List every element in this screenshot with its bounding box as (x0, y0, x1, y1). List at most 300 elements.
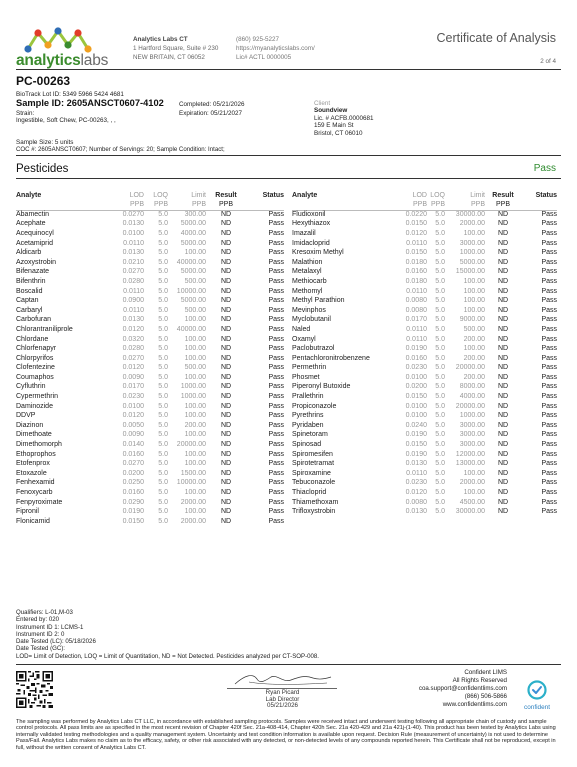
col-limit: Limit (470, 191, 485, 199)
result-value: ND (497, 373, 509, 381)
lod-value: 0.0200 (122, 469, 144, 477)
table-row (292, 508, 557, 518)
result-value: ND (220, 479, 232, 487)
loq-value: 5.0 (158, 373, 168, 381)
table-row (16, 364, 284, 374)
table-row (292, 450, 557, 460)
loq-value: 5.0 (158, 508, 168, 516)
limit-value: 20000.00 (176, 441, 206, 449)
table-row (292, 479, 557, 489)
status-value: Pass (541, 441, 557, 449)
lod-value: 0.0090 (122, 431, 144, 439)
loq-value: 5.0 (158, 325, 168, 333)
table-row (16, 412, 284, 422)
loq-value: 5.0 (158, 335, 168, 343)
lod-value: 0.0150 (405, 220, 427, 228)
result-value: ND (220, 297, 232, 305)
status-value: Pass (541, 287, 557, 295)
result-value: ND (497, 297, 509, 305)
limit-value: 2000.00 (180, 498, 206, 506)
analyte-name: Bifenthrin (16, 277, 46, 285)
col-analyte: Analyte (292, 191, 318, 199)
status-value: Pass (541, 402, 557, 410)
limit-value: 100.00 (184, 450, 206, 458)
analyte-name: Pentachloronitrobenzene (292, 354, 370, 362)
table-row (16, 316, 284, 326)
analyte-name: Spirotetramat (292, 460, 335, 468)
result-value: ND (220, 229, 232, 237)
result-value: ND (220, 373, 232, 381)
lab-website-link[interactable]: https://myanalyticslabs.com/ (236, 45, 315, 52)
status-value: Pass (541, 277, 557, 285)
footer-divider (16, 664, 561, 665)
section-status-badge: Pass (533, 163, 556, 174)
loq-value: 5.0 (158, 517, 168, 525)
table-row (16, 239, 284, 249)
table-row (16, 249, 284, 259)
limit-value: 12000.00 (455, 450, 485, 458)
loq-value: 5.0 (435, 249, 445, 257)
limit-value: 5000.00 (180, 220, 206, 228)
result-value: ND (497, 287, 509, 295)
limit-value: 500.00 (184, 364, 206, 372)
expiration-date: Expiration: 05/21/2027 (179, 110, 243, 117)
lod-value: 0.0110 (406, 239, 427, 247)
status-value: Pass (541, 460, 557, 468)
result-value: ND (220, 258, 232, 266)
limit-value: 40000.00 (176, 258, 206, 266)
limit-value: 10000.00 (176, 479, 206, 487)
analyte-name: Etofenprox (16, 460, 50, 468)
status-value: Pass (268, 469, 284, 477)
loq-value: 5.0 (158, 402, 168, 410)
status-value: Pass (268, 421, 284, 429)
result-value: ND (497, 364, 509, 372)
result-value: ND (220, 306, 232, 314)
analyte-name: Metalaxyl (292, 268, 322, 276)
table-row (292, 287, 557, 297)
loq-value: 5.0 (158, 431, 168, 439)
table-row (16, 431, 284, 441)
table-row (292, 210, 557, 220)
analyte-name: Spinetoram (292, 431, 328, 439)
loq-value: 5.0 (435, 258, 445, 266)
loq-value: 5.0 (435, 325, 445, 333)
analyte-name: Malathion (292, 258, 323, 266)
status-value: Pass (268, 450, 284, 458)
status-value: Pass (268, 211, 284, 219)
lims-rights: All Rights Reserved (452, 677, 507, 684)
loq-value: 5.0 (158, 460, 168, 468)
loq-value: 5.0 (435, 489, 445, 496)
analyte-name: DDVP (16, 412, 36, 420)
table-row (292, 440, 557, 450)
loq-value: 5.0 (158, 441, 168, 449)
loq-value: 5.0 (435, 460, 445, 468)
col-status: Status (262, 191, 284, 199)
analyte-name: Flonicamid (16, 517, 50, 525)
coc-info: COC #: 2605ANSCT0607; Number of Servings: 20; Sample Condition: Intact; (16, 146, 225, 153)
col-result: Result (215, 191, 237, 199)
status-value: Pass (268, 239, 284, 247)
lod-value: 0.0170 (405, 316, 427, 324)
loq-value: 5.0 (158, 287, 168, 295)
result-value: ND (220, 450, 232, 458)
loq-value: 5.0 (158, 297, 168, 305)
instrument-id-2: Instrument ID 2: 0 (16, 630, 65, 638)
table-row (16, 297, 284, 307)
table-row (292, 249, 557, 259)
result-value: ND (497, 306, 509, 314)
status-value: Pass (268, 373, 284, 381)
analyte-name: Clofentezine (16, 364, 55, 372)
instrument-id-1: Instrument ID 1: LCMS-1 (16, 623, 84, 631)
table-row (292, 335, 557, 345)
loq-value: 5.0 (435, 431, 445, 439)
lod-value: 0.0100 (122, 402, 144, 410)
limit-value: 500.00 (184, 277, 206, 285)
result-value: ND (220, 421, 232, 429)
status-value: Pass (268, 354, 284, 362)
limit-value: 100.00 (184, 489, 206, 496)
strain-value: Ingestible, Soft Chew, PC-00263, , , (16, 117, 116, 124)
limit-value: 100.00 (184, 402, 206, 410)
analyte-name: Piperonyl Butoxide (292, 383, 351, 391)
analyte-name: Spiroxamine (292, 469, 331, 477)
status-value: Pass (268, 229, 284, 237)
analyte-name: Acetamiprid (16, 239, 53, 247)
limit-value: 100.00 (463, 229, 485, 237)
lims-website-link[interactable]: www.confidentlims.com (442, 701, 507, 708)
lod-value: 0.0130 (405, 508, 427, 516)
result-value: ND (497, 354, 509, 362)
analyte-name: Aldicarb (16, 249, 42, 257)
lod-value: 0.0270 (122, 460, 144, 468)
signatory-info (205, 690, 360, 710)
limit-value: 200.00 (463, 354, 485, 362)
limit-value: 100.00 (184, 249, 206, 257)
loq-value: 5.0 (158, 421, 168, 429)
table-row (16, 450, 284, 460)
unit-limit: PPB (168, 201, 206, 211)
result-value: ND (220, 239, 232, 247)
lod-value: 0.0080 (405, 306, 427, 314)
date-tested-lc: Date Tested (LC): 05/18/2026 (16, 638, 96, 646)
result-value: ND (220, 220, 232, 228)
status-value: Pass (541, 297, 557, 305)
analyte-name: Permethrin (292, 364, 327, 372)
limit-value: 100.00 (184, 335, 206, 343)
status-value: Pass (541, 498, 557, 506)
analyte-name: Fenpyroximate (16, 498, 63, 506)
table-row (292, 421, 557, 431)
result-value: ND (220, 277, 232, 285)
result-value: ND (497, 412, 509, 420)
table-row (292, 306, 557, 316)
limit-value: 8000.00 (459, 383, 485, 391)
status-value: Pass (268, 268, 284, 276)
limit-value: 2000.00 (459, 479, 485, 487)
status-value: Pass (541, 508, 557, 516)
limit-value: 100.00 (463, 287, 485, 295)
table-row (16, 345, 284, 355)
loq-value: 5.0 (435, 335, 445, 343)
limit-value: 500.00 (463, 325, 485, 333)
limit-value: 100.00 (463, 277, 485, 285)
limit-value: 100.00 (463, 297, 485, 305)
entered-by: Entered by: 020 (16, 616, 60, 624)
result-value: ND (497, 450, 509, 458)
loq-value: 5.0 (158, 258, 168, 266)
loq-value: 5.0 (158, 498, 168, 506)
limit-value: 100.00 (184, 412, 206, 420)
status-value: Pass (541, 421, 557, 429)
result-value: ND (497, 393, 509, 401)
table-row (16, 354, 284, 364)
lod-value: 0.0230 (405, 479, 427, 487)
limit-value: 100.00 (184, 345, 206, 353)
loq-value: 5.0 (435, 450, 445, 458)
table-row (16, 335, 284, 345)
limit-value: 5000.00 (180, 239, 206, 247)
table-row (16, 460, 284, 470)
lod-value: 0.0240 (405, 421, 427, 429)
loq-value: 5.0 (158, 354, 168, 362)
analyte-name: Fenhexamid (16, 479, 55, 487)
status-value: Pass (268, 277, 284, 285)
lod-value: 0.0200 (405, 383, 427, 391)
loq-value: 5.0 (435, 297, 445, 305)
loq-value: 5.0 (435, 268, 445, 276)
lod-value: 0.0150 (405, 249, 427, 257)
table-row (16, 469, 284, 479)
analyte-name: Azoxystrobin (16, 258, 57, 266)
result-value: ND (497, 431, 509, 439)
lod-value: 0.0220 (405, 211, 427, 219)
analyte-name: Thiacloprid (292, 489, 327, 496)
result-value: ND (220, 469, 232, 477)
dates-block (179, 100, 244, 118)
limit-value: 100.00 (463, 345, 485, 353)
limit-value: 1000.00 (180, 383, 206, 391)
table-row (16, 325, 284, 335)
analyte-name: Trifloxystrobin (292, 508, 336, 516)
table-row (16, 402, 284, 412)
limit-value: 2000.00 (180, 517, 206, 525)
lod-value: 0.0160 (122, 450, 144, 458)
loq-value: 5.0 (158, 211, 168, 219)
limit-value: 3000.00 (459, 239, 485, 247)
lod-value: 0.0190 (405, 431, 427, 439)
result-value: ND (497, 220, 509, 228)
table-row (16, 373, 284, 383)
qualifiers: Qualifiers: L-01,M-03 (16, 609, 73, 616)
table-row (292, 431, 557, 441)
status-value: Pass (268, 316, 284, 324)
table-row (292, 373, 557, 383)
loq-value: 5.0 (158, 316, 168, 324)
col-limit: Limit (191, 191, 206, 199)
table-row (16, 383, 284, 393)
limit-value: 100.00 (184, 460, 206, 468)
date-tested-gc: Date Tested (GC): (16, 645, 65, 653)
loq-value: 5.0 (435, 402, 445, 410)
lod-value: 0.0120 (122, 325, 144, 333)
analyte-name: Hexythiazox (292, 220, 331, 228)
status-value: Pass (541, 354, 557, 362)
status-value: Pass (541, 316, 557, 324)
signatory-name: Ryan Picard (265, 689, 300, 696)
lod-value: 0.0250 (122, 479, 144, 487)
col-analyte: Analyte (16, 191, 42, 199)
table-row (16, 287, 284, 297)
result-value: ND (220, 325, 232, 333)
loq-value: 5.0 (158, 469, 168, 477)
status-value: Pass (268, 441, 284, 449)
status-value: Pass (268, 345, 284, 353)
analyte-name: Kresoxim Methyl (292, 249, 344, 257)
status-value: Pass (268, 498, 284, 506)
analyte-name: Chlordane (16, 335, 49, 343)
analyte-name: Ethoprophos (16, 450, 56, 458)
section-title: Pesticides (16, 163, 69, 175)
status-value: Pass (268, 393, 284, 401)
lod-value: 0.0170 (122, 383, 144, 391)
lod-value: 0.0130 (122, 316, 144, 324)
limit-value: 10000.00 (176, 287, 206, 295)
loq-value: 5.0 (158, 412, 168, 420)
table-row (292, 297, 557, 307)
analyte-name: Imazalil (292, 229, 316, 237)
status-value: Pass (268, 364, 284, 372)
unit-lod: PPB (100, 201, 144, 211)
limit-value: 40000.00 (176, 325, 206, 333)
col-loq: LOQ (430, 191, 445, 199)
analyte-name: Fludioxonil (292, 211, 326, 219)
status-value: Pass (268, 249, 284, 257)
client-name: Soundview (314, 107, 348, 115)
completed-date: Completed: 05/21/2026 (179, 101, 245, 108)
status-value: Pass (541, 489, 557, 496)
unit-limit: PPB (445, 201, 485, 211)
loq-value: 5.0 (435, 469, 445, 477)
analyte-name: Fipronil (16, 508, 39, 516)
header-divider (16, 69, 561, 70)
analyte-name: Cypermethrin (16, 393, 59, 401)
limit-value: 100.00 (184, 354, 206, 362)
lod-value: 0.0190 (405, 345, 427, 353)
table-row (16, 421, 284, 431)
analyte-name: Boscalid (16, 287, 43, 295)
status-value: Pass (268, 489, 284, 496)
limit-value: 4000.00 (459, 393, 485, 401)
table-row (292, 460, 557, 470)
table-row (292, 229, 557, 239)
result-value: ND (220, 393, 232, 401)
lod-value: 0.0110 (406, 325, 427, 333)
status-value: Pass (268, 460, 284, 468)
table-row (292, 402, 557, 412)
analyte-name: Mevinphos (292, 306, 326, 314)
lod-value: 0.0110 (406, 469, 427, 477)
result-value: ND (220, 441, 232, 449)
table-row (16, 229, 284, 239)
lod-value: 0.0130 (122, 220, 144, 228)
result-value: ND (497, 441, 509, 449)
status-value: Pass (541, 220, 557, 228)
loq-value: 5.0 (158, 229, 168, 237)
lims-info (419, 669, 507, 709)
loq-value: 5.0 (435, 498, 445, 506)
table-row (292, 325, 557, 335)
lod-value: 0.0120 (405, 489, 427, 496)
result-value: ND (220, 498, 232, 506)
loq-value: 5.0 (435, 229, 445, 237)
client-label: Client (314, 100, 331, 107)
loq-value: 5.0 (435, 393, 445, 401)
result-value: ND (497, 402, 509, 410)
limit-value: 1000.00 (180, 393, 206, 401)
lod-value: 0.0080 (405, 498, 427, 506)
lod-value: 0.0110 (123, 239, 144, 247)
pesticides-table-left (16, 191, 284, 527)
analyte-name: Pyridaben (292, 421, 324, 429)
table-row (292, 316, 557, 326)
pesticides-table-right (292, 191, 557, 517)
status-value: Pass (268, 412, 284, 420)
status-value: Pass (541, 325, 557, 333)
molecule-logo-icon (24, 27, 94, 53)
status-value: Pass (541, 335, 557, 343)
qr-code[interactable] (16, 671, 53, 708)
lod-value: 0.0150 (405, 441, 427, 449)
client-address1: 159 E Main St (314, 122, 354, 130)
limit-value: 20000.00 (455, 402, 485, 410)
limit-value: 5000.00 (180, 268, 206, 276)
table-row (16, 508, 284, 518)
table-row (292, 364, 557, 374)
loq-value: 5.0 (435, 287, 445, 295)
limit-value: 5000.00 (459, 258, 485, 266)
table-row (16, 220, 284, 230)
lod-value: 0.0110 (406, 335, 427, 343)
status-value: Pass (541, 306, 557, 314)
table-row (16, 498, 284, 508)
loq-value: 5.0 (435, 239, 445, 247)
table-row (16, 392, 284, 402)
limit-value: 100.00 (463, 306, 485, 314)
status-value: Pass (268, 508, 284, 516)
loq-value: 5.0 (158, 268, 168, 276)
status-value: Pass (541, 373, 557, 381)
lims-email-link[interactable]: coa.support@confidentlims.com (418, 685, 507, 692)
logo-wordmark: analyticslabs (16, 52, 109, 69)
confident-logo-icon (518, 680, 556, 700)
status-value: Pass (541, 345, 557, 353)
limit-value: 200.00 (184, 421, 206, 429)
result-value: ND (220, 354, 232, 362)
limit-value: 20000.00 (455, 364, 485, 372)
limit-value: 3000.00 (459, 431, 485, 439)
table-row (292, 354, 557, 364)
lod-value: 0.0120 (122, 412, 144, 420)
result-value: ND (497, 335, 509, 343)
analyte-name: Acephate (16, 220, 46, 228)
status-value: Pass (268, 479, 284, 487)
loq-value: 5.0 (435, 441, 445, 449)
signature-date: 05/21/2026 (267, 702, 298, 710)
limit-value: 100.00 (463, 489, 485, 496)
